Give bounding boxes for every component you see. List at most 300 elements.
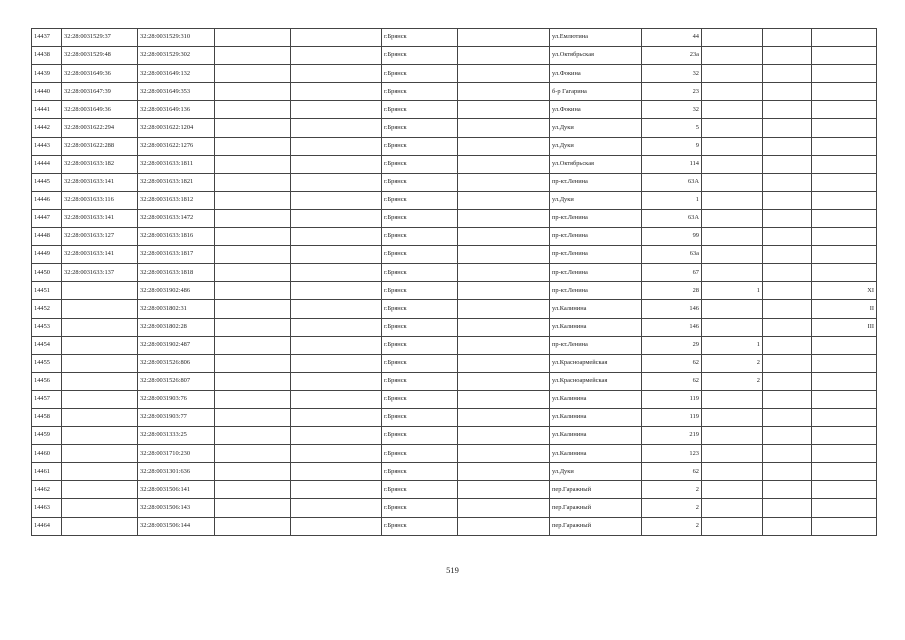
cell-col-10: 2: [702, 354, 763, 372]
cell-col-4: [215, 83, 291, 101]
cell-col-4: [215, 137, 291, 155]
cell-city: г.Брянск: [382, 445, 458, 463]
cell-house-number: 63а: [642, 246, 702, 264]
cell-row-number: 14440: [32, 83, 62, 101]
cell-city: г.Брянск: [382, 300, 458, 318]
cell-col-11: [763, 499, 812, 517]
cell-cadastral-number-object: 32:28:0031903:76: [138, 390, 215, 408]
cell-street: ул.Калинина: [550, 390, 642, 408]
cell-cadastral-number-land: 32:28:0031633:141: [62, 173, 138, 191]
cell-col-12: [812, 336, 877, 354]
cell-cadastral-number-object: 32:28:0031506:143: [138, 499, 215, 517]
cell-street: ул.Дуки: [550, 463, 642, 481]
cell-col-11: [763, 336, 812, 354]
cell-cadastral-number-object: 32:28:0031649:353: [138, 83, 215, 101]
cell-street: ул.Красноармейская: [550, 354, 642, 372]
cell-cadastral-number-object: 32:28:0031526:807: [138, 372, 215, 390]
cell-col-11: [763, 155, 812, 173]
cell-row-number: 14444: [32, 155, 62, 173]
cell-street: пр-кт.Ленина: [550, 282, 642, 300]
cell-col-5: [291, 354, 382, 372]
cell-cadastral-number-object: 32:28:0031902:486: [138, 282, 215, 300]
cell-col-11: [763, 246, 812, 264]
cell-cadastral-number-land: [62, 408, 138, 426]
cell-cadastral-number-object: 32:28:0031633:1818: [138, 264, 215, 282]
cell-col-12: [812, 499, 877, 517]
cell-row-number: 14460: [32, 445, 62, 463]
cell-house-number: 146: [642, 318, 702, 336]
cell-col-5: [291, 264, 382, 282]
cell-row-number: 14437: [32, 29, 62, 47]
cell-col-5: [291, 445, 382, 463]
cell-col-7: [458, 65, 550, 83]
cell-row-number: 14457: [32, 390, 62, 408]
cell-col-7: [458, 246, 550, 264]
table-row: [32, 390, 877, 408]
cell-col-5: [291, 155, 382, 173]
cell-street: б-р Гагарина: [550, 83, 642, 101]
table-row: [32, 246, 877, 264]
cell-col-11: [763, 372, 812, 390]
cell-house-number: 32: [642, 101, 702, 119]
cell-house-number: 2: [642, 499, 702, 517]
cell-col-5: [291, 119, 382, 137]
table-row: [32, 47, 877, 65]
cell-row-number: 14446: [32, 191, 62, 209]
cell-col-5: [291, 300, 382, 318]
cell-street: ул.Фокина: [550, 65, 642, 83]
cell-cadastral-number-object: 32:28:0031529:310: [138, 29, 215, 47]
cell-col-12: [812, 137, 877, 155]
cell-col-5: [291, 137, 382, 155]
cell-col-7: [458, 354, 550, 372]
cell-col-5: [291, 390, 382, 408]
cell-col-7: [458, 318, 550, 336]
cell-cadastral-number-land: [62, 318, 138, 336]
cell-col-5: [291, 191, 382, 209]
table-row: [32, 463, 877, 481]
cell-row-number: 14451: [32, 282, 62, 300]
table-row: [32, 427, 877, 445]
cell-col-12: [812, 191, 877, 209]
cell-col-7: [458, 228, 550, 246]
cell-house-number: 123: [642, 445, 702, 463]
cell-col-4: [215, 318, 291, 336]
cell-col-11: [763, 29, 812, 47]
cell-col-10: [702, 408, 763, 426]
cell-col-4: [215, 372, 291, 390]
cell-col-12: [812, 83, 877, 101]
cell-house-number: 9: [642, 137, 702, 155]
cell-col-5: [291, 29, 382, 47]
cell-row-number: 14461: [32, 463, 62, 481]
cell-col-4: [215, 499, 291, 517]
table-row: [32, 517, 877, 535]
cell-row-number: 14445: [32, 173, 62, 191]
cell-row-number: 14462: [32, 481, 62, 499]
cell-cadastral-number-land: [62, 390, 138, 408]
cell-city: г.Брянск: [382, 191, 458, 209]
cell-col-7: [458, 445, 550, 463]
cell-col-12: [812, 264, 877, 282]
cell-col-10: [702, 445, 763, 463]
cell-col-10: 2: [702, 372, 763, 390]
table-row: [32, 119, 877, 137]
cell-cadastral-number-land: [62, 481, 138, 499]
cell-col-12: [812, 481, 877, 499]
cell-col-11: [763, 191, 812, 209]
cell-col-7: [458, 463, 550, 481]
cell-city: г.Брянск: [382, 427, 458, 445]
cell-col-11: [763, 408, 812, 426]
cell-city: г.Брянск: [382, 47, 458, 65]
cell-col-11: [763, 481, 812, 499]
cell-col-5: [291, 83, 382, 101]
cell-col-10: [702, 83, 763, 101]
cell-col-7: [458, 83, 550, 101]
cell-col-5: [291, 408, 382, 426]
cell-cadastral-number-land: [62, 336, 138, 354]
cell-cadastral-number-object: 32:28:0031633:1812: [138, 191, 215, 209]
cell-row-number: 14442: [32, 119, 62, 137]
table-row: [32, 101, 877, 119]
cell-cadastral-number-land: 32:28:0031633:141: [62, 246, 138, 264]
cell-col-5: [291, 65, 382, 83]
cell-cadastral-number-object: 32:28:0031902:487: [138, 336, 215, 354]
cell-col-12: III: [812, 318, 877, 336]
cell-col-5: [291, 372, 382, 390]
cell-cadastral-number-land: [62, 282, 138, 300]
cell-col-7: [458, 336, 550, 354]
registry-table: [31, 28, 877, 536]
cell-col-11: [763, 101, 812, 119]
cell-city: г.Брянск: [382, 517, 458, 535]
cell-col-4: [215, 427, 291, 445]
cell-row-number: 14464: [32, 517, 62, 535]
cell-house-number: 44: [642, 29, 702, 47]
cell-cadastral-number-land: [62, 517, 138, 535]
cell-cadastral-number-object: 32:28:0031710:230: [138, 445, 215, 463]
cell-house-number: 1: [642, 191, 702, 209]
cell-row-number: 14455: [32, 354, 62, 372]
cell-city: г.Брянск: [382, 65, 458, 83]
cell-row-number: 14453: [32, 318, 62, 336]
cell-cadastral-number-land: [62, 499, 138, 517]
cell-cadastral-number-object: 32:28:0031649:132: [138, 65, 215, 83]
cell-col-10: [702, 173, 763, 191]
cell-cadastral-number-object: 32:28:0031633:1821: [138, 173, 215, 191]
cell-city: г.Брянск: [382, 83, 458, 101]
cell-col-12: [812, 101, 877, 119]
cell-cadastral-number-object: 32:28:0031622:1276: [138, 137, 215, 155]
cell-col-12: [812, 390, 877, 408]
cell-col-7: [458, 29, 550, 47]
cell-col-11: [763, 427, 812, 445]
cell-house-number: 2: [642, 481, 702, 499]
cell-cadastral-number-object: 32:28:0031903:77: [138, 408, 215, 426]
cell-row-number: 14456: [32, 372, 62, 390]
table-row: [32, 209, 877, 227]
cell-col-11: [763, 228, 812, 246]
cell-col-11: [763, 173, 812, 191]
table-row: [32, 137, 877, 155]
table-row: [32, 65, 877, 83]
cell-col-7: [458, 499, 550, 517]
cell-col-11: [763, 264, 812, 282]
cell-city: г.Брянск: [382, 173, 458, 191]
cell-col-10: [702, 47, 763, 65]
cell-street: пр-кт.Ленина: [550, 209, 642, 227]
cell-col-12: [812, 209, 877, 227]
cell-row-number: 14448: [32, 228, 62, 246]
cell-col-7: [458, 427, 550, 445]
cell-house-number: 63А: [642, 209, 702, 227]
cell-col-7: [458, 137, 550, 155]
cell-col-11: [763, 354, 812, 372]
cell-col-4: [215, 517, 291, 535]
cell-col-4: [215, 390, 291, 408]
cell-col-12: [812, 354, 877, 372]
cell-col-7: [458, 119, 550, 137]
cell-col-4: [215, 445, 291, 463]
cell-col-4: [215, 155, 291, 173]
cell-city: г.Брянск: [382, 209, 458, 227]
cell-col-10: [702, 390, 763, 408]
cell-col-4: [215, 408, 291, 426]
cell-col-4: [215, 246, 291, 264]
cell-cadastral-number-object: 32:28:0031649:136: [138, 101, 215, 119]
cell-cadastral-number-object: 32:28:0031301:636: [138, 463, 215, 481]
cell-cadastral-number-land: 32:28:0031633:127: [62, 228, 138, 246]
table-row: [32, 29, 877, 47]
cell-street: пр-кт.Ленина: [550, 173, 642, 191]
cell-house-number: 119: [642, 408, 702, 426]
cell-house-number: 67: [642, 264, 702, 282]
cell-street: пр-кт.Ленина: [550, 228, 642, 246]
cell-col-5: [291, 318, 382, 336]
cell-col-4: [215, 101, 291, 119]
table-row: [32, 318, 877, 336]
cell-col-7: [458, 390, 550, 408]
cell-col-7: [458, 47, 550, 65]
cell-col-10: [702, 499, 763, 517]
cell-street: ул.Калинина: [550, 445, 642, 463]
cell-col-10: [702, 155, 763, 173]
cell-cadastral-number-object: 32:28:0031506:141: [138, 481, 215, 499]
cell-col-12: II: [812, 300, 877, 318]
cell-house-number: 219: [642, 427, 702, 445]
cell-col-5: [291, 173, 382, 191]
cell-col-12: XI: [812, 282, 877, 300]
cell-col-5: [291, 209, 382, 227]
cell-city: г.Брянск: [382, 481, 458, 499]
cell-col-5: [291, 517, 382, 535]
cell-house-number: 62: [642, 463, 702, 481]
cell-col-7: [458, 517, 550, 535]
cell-house-number: 146: [642, 300, 702, 318]
cell-col-7: [458, 408, 550, 426]
cell-city: г.Брянск: [382, 155, 458, 173]
cell-cadastral-number-object: 32:28:0031802:28: [138, 318, 215, 336]
cell-street: ул.Фокина: [550, 101, 642, 119]
cell-city: г.Брянск: [382, 463, 458, 481]
cell-col-10: [702, 463, 763, 481]
cell-city: г.Брянск: [382, 318, 458, 336]
cell-col-11: [763, 390, 812, 408]
cell-house-number: 23: [642, 83, 702, 101]
cell-street: ул.Дуки: [550, 119, 642, 137]
cell-col-12: [812, 47, 877, 65]
cell-street: ул.Емлютина: [550, 29, 642, 47]
cell-col-11: [763, 318, 812, 336]
cell-cadastral-number-object: 32:28:0031622:1204: [138, 119, 215, 137]
cell-street: ул.Октябрьская: [550, 155, 642, 173]
cell-col-11: [763, 282, 812, 300]
cell-street: ул.Калинина: [550, 408, 642, 426]
cell-col-4: [215, 354, 291, 372]
cell-cadastral-number-land: 32:28:0031649:36: [62, 65, 138, 83]
cell-cadastral-number-land: 32:28:0031529:37: [62, 29, 138, 47]
cell-col-12: [812, 517, 877, 535]
cell-col-11: [763, 83, 812, 101]
cell-col-4: [215, 29, 291, 47]
cell-street: пер.Гаражный: [550, 499, 642, 517]
cell-house-number: 32: [642, 65, 702, 83]
table-row: [32, 282, 877, 300]
cell-col-11: [763, 300, 812, 318]
table-row: [32, 155, 877, 173]
cell-col-7: [458, 209, 550, 227]
cell-col-10: [702, 300, 763, 318]
cell-col-4: [215, 173, 291, 191]
cell-house-number: 23а: [642, 47, 702, 65]
cell-col-5: [291, 481, 382, 499]
cell-col-7: [458, 300, 550, 318]
cell-street: пр-кт.Ленина: [550, 336, 642, 354]
cell-house-number: 62: [642, 354, 702, 372]
cell-city: г.Брянск: [382, 390, 458, 408]
cell-cadastral-number-land: [62, 372, 138, 390]
cell-col-7: [458, 173, 550, 191]
cell-col-11: [763, 47, 812, 65]
cell-col-10: [702, 481, 763, 499]
cell-col-5: [291, 246, 382, 264]
cell-col-12: [812, 155, 877, 173]
cell-cadastral-number-object: 32:28:0031802:31: [138, 300, 215, 318]
table-row: [32, 499, 877, 517]
cell-col-10: [702, 191, 763, 209]
cell-city: г.Брянск: [382, 282, 458, 300]
cell-row-number: 14441: [32, 101, 62, 119]
cell-col-4: [215, 463, 291, 481]
cell-cadastral-number-land: 32:28:0031633:137: [62, 264, 138, 282]
cell-col-5: [291, 463, 382, 481]
cell-cadastral-number-land: 32:28:0031649:36: [62, 101, 138, 119]
cell-col-10: [702, 517, 763, 535]
cell-col-12: [812, 29, 877, 47]
cell-col-11: [763, 209, 812, 227]
cell-row-number: 14447: [32, 209, 62, 227]
cell-col-5: [291, 499, 382, 517]
cell-house-number: 62: [642, 372, 702, 390]
cell-street: пр-кт.Ленина: [550, 264, 642, 282]
cell-house-number: 99: [642, 228, 702, 246]
cell-street: ул.Калинина: [550, 300, 642, 318]
cell-cadastral-number-object: 32:28:0031633:1817: [138, 246, 215, 264]
cell-city: г.Брянск: [382, 408, 458, 426]
cell-city: г.Брянск: [382, 246, 458, 264]
table-row: [32, 173, 877, 191]
cell-cadastral-number-object: 32:28:0031633:1472: [138, 209, 215, 227]
cell-col-12: [812, 246, 877, 264]
cell-col-10: [702, 119, 763, 137]
cell-cadastral-number-land: [62, 354, 138, 372]
cell-cadastral-number-land: 32:28:0031633:116: [62, 191, 138, 209]
cell-col-12: [812, 427, 877, 445]
cell-col-12: [812, 119, 877, 137]
cell-cadastral-number-object: 32:28:0031633:1816: [138, 228, 215, 246]
cell-col-4: [215, 119, 291, 137]
cell-city: г.Брянск: [382, 264, 458, 282]
cell-col-10: [702, 264, 763, 282]
table-row: [32, 83, 877, 101]
cell-house-number: 63А: [642, 173, 702, 191]
cell-cadastral-number-object: 32:28:0031633:1811: [138, 155, 215, 173]
cell-col-4: [215, 336, 291, 354]
cell-col-4: [215, 209, 291, 227]
cell-col-10: [702, 427, 763, 445]
cell-col-7: [458, 372, 550, 390]
cell-col-5: [291, 101, 382, 119]
cell-col-12: [812, 228, 877, 246]
cell-row-number: 14443: [32, 137, 62, 155]
cell-street: ул.Красноармейская: [550, 372, 642, 390]
cell-city: г.Брянск: [382, 101, 458, 119]
cell-col-4: [215, 65, 291, 83]
cell-col-10: [702, 228, 763, 246]
cell-col-10: [702, 209, 763, 227]
cell-col-7: [458, 191, 550, 209]
cell-row-number: 14454: [32, 336, 62, 354]
cell-col-4: [215, 282, 291, 300]
cell-col-4: [215, 47, 291, 65]
cell-cadastral-number-land: 32:28:0031633:141: [62, 209, 138, 227]
cell-col-7: [458, 282, 550, 300]
cell-house-number: 2: [642, 517, 702, 535]
cell-city: г.Брянск: [382, 499, 458, 517]
cell-street: ул.Октябрьская: [550, 47, 642, 65]
cell-col-10: 1: [702, 282, 763, 300]
cell-row-number: 14449: [32, 246, 62, 264]
cell-row-number: 14438: [32, 47, 62, 65]
cell-col-11: [763, 463, 812, 481]
cell-col-11: [763, 119, 812, 137]
cell-cadastral-number-object: 32:28:0031529:302: [138, 47, 215, 65]
cell-house-number: 29: [642, 336, 702, 354]
cell-col-5: [291, 427, 382, 445]
cell-city: г.Брянск: [382, 228, 458, 246]
cell-col-4: [215, 300, 291, 318]
cell-cadastral-number-land: 32:28:0031529:48: [62, 47, 138, 65]
cell-col-10: 1: [702, 336, 763, 354]
cell-city: г.Брянск: [382, 372, 458, 390]
cell-cadastral-number-object: 32:28:0031526:806: [138, 354, 215, 372]
table-row: [32, 445, 877, 463]
cell-cadastral-number-land: 32:28:0031647:39: [62, 83, 138, 101]
cell-col-12: [812, 463, 877, 481]
cell-col-12: [812, 445, 877, 463]
cell-street: пер.Гаражный: [550, 517, 642, 535]
